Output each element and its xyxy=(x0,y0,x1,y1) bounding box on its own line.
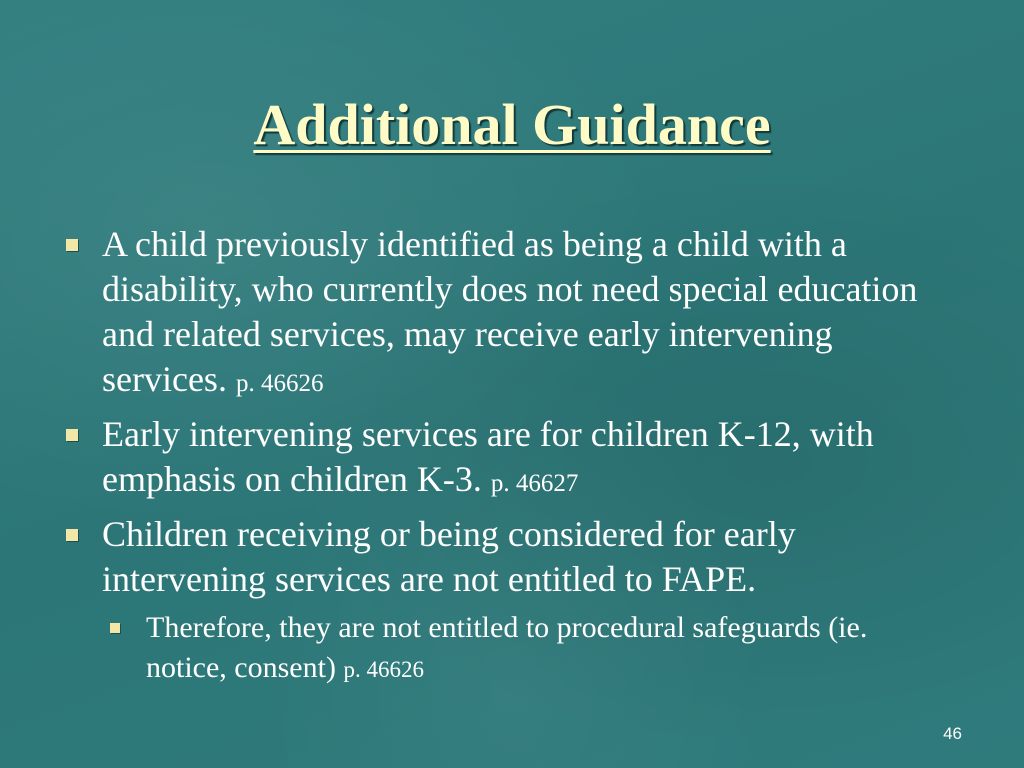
page-reference: p. 46626 xyxy=(343,657,424,682)
bullet-list xyxy=(64,222,944,690)
square-bullet-icon xyxy=(66,529,78,541)
bullet-item xyxy=(64,412,944,506)
square-bullet-icon xyxy=(66,429,78,441)
page-reference: p. 46627 xyxy=(490,470,579,497)
slide-title: Additional Guidance xyxy=(253,92,771,157)
bullet-text: Early intervening services are for children K-12, with emphasis on children K-3. xyxy=(102,414,874,499)
bullet-text: Children receiving or being considered for early intervening services are not entitled to FAPE. xyxy=(102,514,796,599)
square-bullet-icon xyxy=(66,239,78,251)
sub-bullet-item xyxy=(108,608,944,690)
sub-bullet-text: Therefore, they are not entitled to procedural safeguards (ie. notice, consent) xyxy=(146,611,868,684)
page-reference: p. 46626 xyxy=(235,370,324,397)
bullet-text: A child previously identified as being a child with a disability, who currently does not need special education and related services, may receive early intervening services. xyxy=(102,224,918,399)
square-bullet-icon xyxy=(110,623,120,633)
bullet-item xyxy=(64,512,944,602)
page-number: 46 xyxy=(943,724,962,743)
bullet-item xyxy=(64,222,944,406)
